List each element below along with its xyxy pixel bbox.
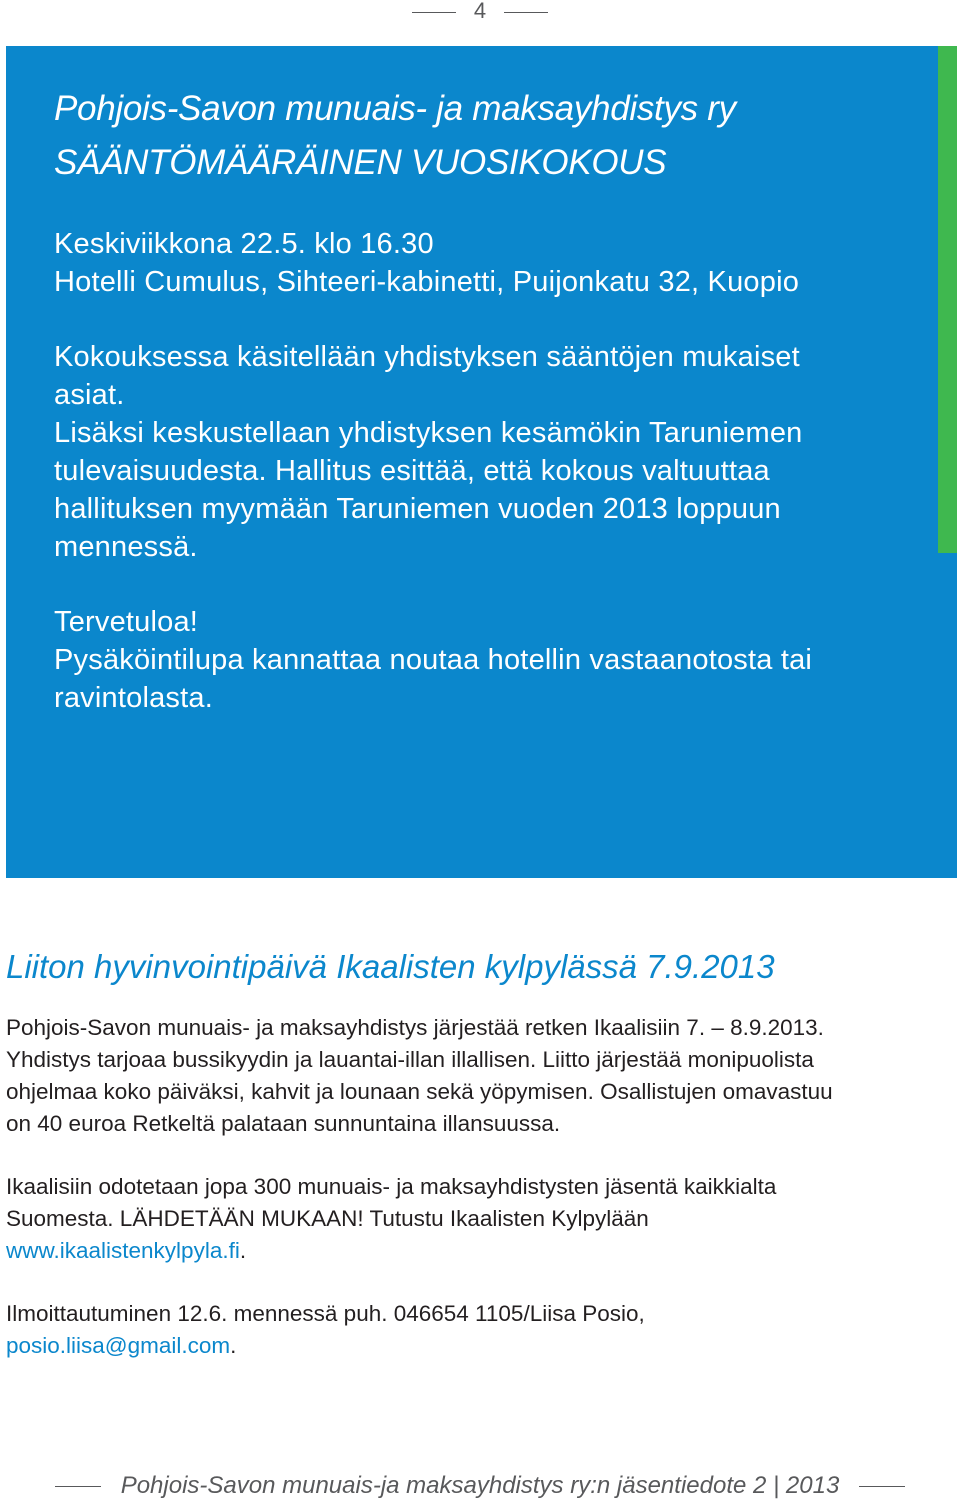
notice-title-line1: Pohjois-Savon munuais- ja maksayhdistys ry [54, 89, 736, 128]
notice-parking-line2: ravintolasta. [54, 682, 213, 714]
footer-line-left [55, 1486, 101, 1487]
event-paragraph1-line2: Yhdistys tarjoaa bussikyydin ja lauantai-illan illallisen. Liitto järjestää monipuolista [6, 1047, 814, 1072]
notice-agenda-line6: mennessä. [54, 531, 198, 563]
footer-line-right [859, 1486, 905, 1487]
event-website-line [6, 1235, 946, 1267]
page-number-header [0, 0, 960, 24]
page-number-line-left [412, 12, 456, 13]
event-paragraph1-line4: on 40 euroa Retkeltä palataan sunnuntaina illansuussa. [6, 1111, 561, 1136]
event-registration-line: Ilmoittautuminen 12.6. mennessä puh. 046654 1105/Liisa Posio, [6, 1301, 645, 1326]
notice-date: Keskiviikkona 22.5. klo 16.30 [54, 228, 434, 260]
event-paragraph1-line3: ohjelmaa koko päiväksi, kahvit ja lounaan sekä yöpymisen. Osallistujen omavastuu [6, 1079, 833, 1104]
wellness-day-section [6, 940, 946, 1362]
page-number-line-right [504, 12, 548, 13]
meeting-notice-content [54, 82, 914, 717]
notice-agenda-line2: asiat. [54, 379, 125, 411]
website-suffix: . [239, 1238, 247, 1263]
event-email-line [6, 1330, 946, 1362]
footer-text: Pohjois-Savon munuais-ja maksayhdistys ry:n jäsentiedote 2 | 2013 [120, 1472, 840, 1499]
notice-title-line2: SÄÄNTÖMÄÄRÄINEN VUOSIKOKOUS [54, 143, 667, 182]
email-link[interactable]: posio.liisa@gmail.com [6, 1333, 231, 1358]
wellness-day-title: Liiton hyvinvointipäivä Ikaalisten kylpylässä 7.9.2013 [6, 948, 775, 985]
event-paragraph2-line1: Ikaalisiin odotetaan jopa 300 munuais- ja maksayhdistysten jäsentä kaikkialta [6, 1174, 777, 1199]
notice-location: Hotelli Cumulus, Sihteeri-kabinetti, Puijonkatu 32, Kuopio [54, 266, 800, 298]
page-number: 4 [473, 0, 487, 23]
green-accent-bar [938, 46, 957, 553]
event-paragraph2-line2: Suomesta. LÄHDETÄÄN MUKAAN! Tutustu Ikaalisten Kylpylään [6, 1206, 649, 1231]
notice-agenda-line4: tulevaisuudesta. Hallitus esittää, että kokous valtuuttaa [54, 455, 770, 487]
email-suffix: . [230, 1333, 237, 1358]
notice-agenda-line1: Kokouksessa käsitellään yhdistyksen sääntöjen mukaiset [54, 341, 800, 373]
notice-welcome: Tervetuloa! [54, 606, 199, 638]
notice-agenda-line3: Lisäksi keskustellaan yhdistyksen kesämökin Taruniemen [54, 417, 803, 449]
website-link[interactable]: www.ikaalistenkylpyla.fi [6, 1238, 240, 1263]
notice-parking-line1: Pysäköintilupa kannattaa noutaa hotellin vastaanotosta tai [54, 644, 813, 676]
notice-agenda-line5: hallituksen myymään Taruniemen vuoden 2013 loppuun [54, 493, 781, 525]
page-footer [0, 1468, 960, 1504]
event-paragraph1-line1: Pohjois-Savon munuais- ja maksayhdistys järjestää retken Ikaalisiin 7. – 8.9.2013. [6, 1015, 824, 1040]
